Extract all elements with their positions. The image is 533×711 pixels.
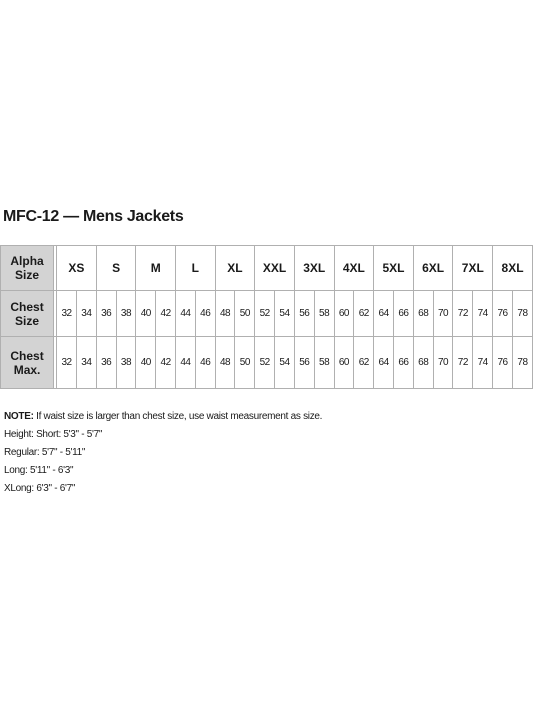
chest-size-cell: 36 — [96, 291, 116, 337]
chest-max-cell: 34 — [76, 337, 96, 389]
chest-size-cell: 68 — [413, 291, 433, 337]
chest-max-cell: 38 — [116, 337, 136, 389]
chest-max-cell: 40 — [136, 337, 156, 389]
chest-max-cell: 66 — [393, 337, 413, 389]
chest-max-cell: 72 — [453, 337, 473, 389]
chest-max-cell: 74 — [473, 337, 493, 389]
chest-max-cell: 52 — [255, 337, 275, 389]
chest-max-cell: 64 — [374, 337, 394, 389]
chest-max-row — [1, 337, 533, 389]
chest-max-cell: 62 — [354, 337, 374, 389]
chest-max-cell: 50 — [235, 337, 255, 389]
chest-max-cell: 70 — [433, 337, 453, 389]
row-header-line: Chest — [10, 348, 44, 363]
chest-size-cell: 66 — [393, 291, 413, 337]
page-title: MFC-12 — Mens Jackets — [3, 208, 184, 225]
row-header-chest-max — [1, 337, 54, 389]
size-label-cell: M — [136, 246, 176, 291]
chest-size-cell: 60 — [334, 291, 354, 337]
chest-max-cell: 58 — [314, 337, 334, 389]
chest-size-cell: 76 — [493, 291, 513, 337]
chest-size-row — [1, 291, 533, 337]
chest-size-cell: 64 — [374, 291, 394, 337]
row-header-chest-size — [1, 291, 54, 337]
chest-max-cell: 36 — [96, 337, 116, 389]
size-label-cell: XL — [215, 246, 255, 291]
row-header-line: Size — [15, 268, 40, 282]
height-regular-line: Regular: 5'7" - 5'11" — [4, 447, 86, 458]
height-long-line: Long: 5'11" - 6'3" — [4, 465, 74, 476]
chest-size-cell: 42 — [156, 291, 176, 337]
chest-size-cell: 74 — [473, 291, 493, 337]
chest-size-cell: 54 — [275, 291, 295, 337]
row-header-line: Chest — [10, 299, 44, 314]
chest-max-cell: 42 — [156, 337, 176, 389]
size-label-cell: 3XL — [294, 246, 334, 291]
chest-max-cell: 78 — [512, 337, 532, 389]
chest-max-cell: 46 — [195, 337, 215, 389]
alpha-size-row — [1, 246, 533, 291]
notes-section — [4, 408, 322, 498]
chest-size-cell: 44 — [176, 291, 196, 337]
chest-max-cell: 54 — [275, 337, 295, 389]
row-header-line: Max. — [13, 362, 41, 377]
chest-size-cell: 32 — [57, 291, 77, 337]
size-label-cell: 6XL — [413, 246, 453, 291]
row-header-alpha-size — [1, 246, 54, 291]
chest-max-cell: 44 — [176, 337, 196, 389]
size-label-cell: 7XL — [453, 246, 493, 291]
note-text: If waist size is larger than chest size, use waist measurement as size. — [33, 411, 323, 422]
note-label: NOTE: — [4, 411, 34, 422]
chest-size-cell: 40 — [136, 291, 156, 337]
size-label-cell: 8XL — [493, 246, 533, 291]
size-chart-table — [0, 245, 533, 389]
note-line — [4, 408, 322, 426]
chest-size-cell: 52 — [255, 291, 275, 337]
chest-size-cell: 78 — [512, 291, 532, 337]
chest-size-cell: 48 — [215, 291, 235, 337]
chest-max-cell: 56 — [294, 337, 314, 389]
chest-max-cell: 68 — [413, 337, 433, 389]
size-label-cell: 4XL — [334, 246, 374, 291]
row-header-line: Size — [15, 313, 40, 328]
chest-size-cell: 58 — [314, 291, 334, 337]
size-label-cell: XS — [57, 246, 97, 291]
chest-max-cell: 60 — [334, 337, 354, 389]
chest-size-cell: 56 — [294, 291, 314, 337]
chest-size-cell: 70 — [433, 291, 453, 337]
size-label-cell: S — [96, 246, 136, 291]
chest-size-cell: 62 — [354, 291, 374, 337]
chest-size-cell: 38 — [116, 291, 136, 337]
chest-max-cell: 48 — [215, 337, 235, 389]
chest-size-cell: 72 — [453, 291, 473, 337]
chest-max-cell: 32 — [57, 337, 77, 389]
height-xlong-line: XLong: 6'3" - 6'7" — [4, 483, 76, 494]
chest-size-cell: 46 — [195, 291, 215, 337]
row-header-line: Alpha — [10, 254, 44, 268]
size-label-cell: 5XL — [374, 246, 414, 291]
size-label-cell: L — [176, 246, 216, 291]
chest-max-cell: 76 — [493, 337, 513, 389]
height-short-line: Height: Short: 5'3" - 5'7" — [4, 429, 103, 440]
chest-size-cell: 34 — [76, 291, 96, 337]
size-label-cell: XXL — [255, 246, 295, 291]
chest-size-cell: 50 — [235, 291, 255, 337]
